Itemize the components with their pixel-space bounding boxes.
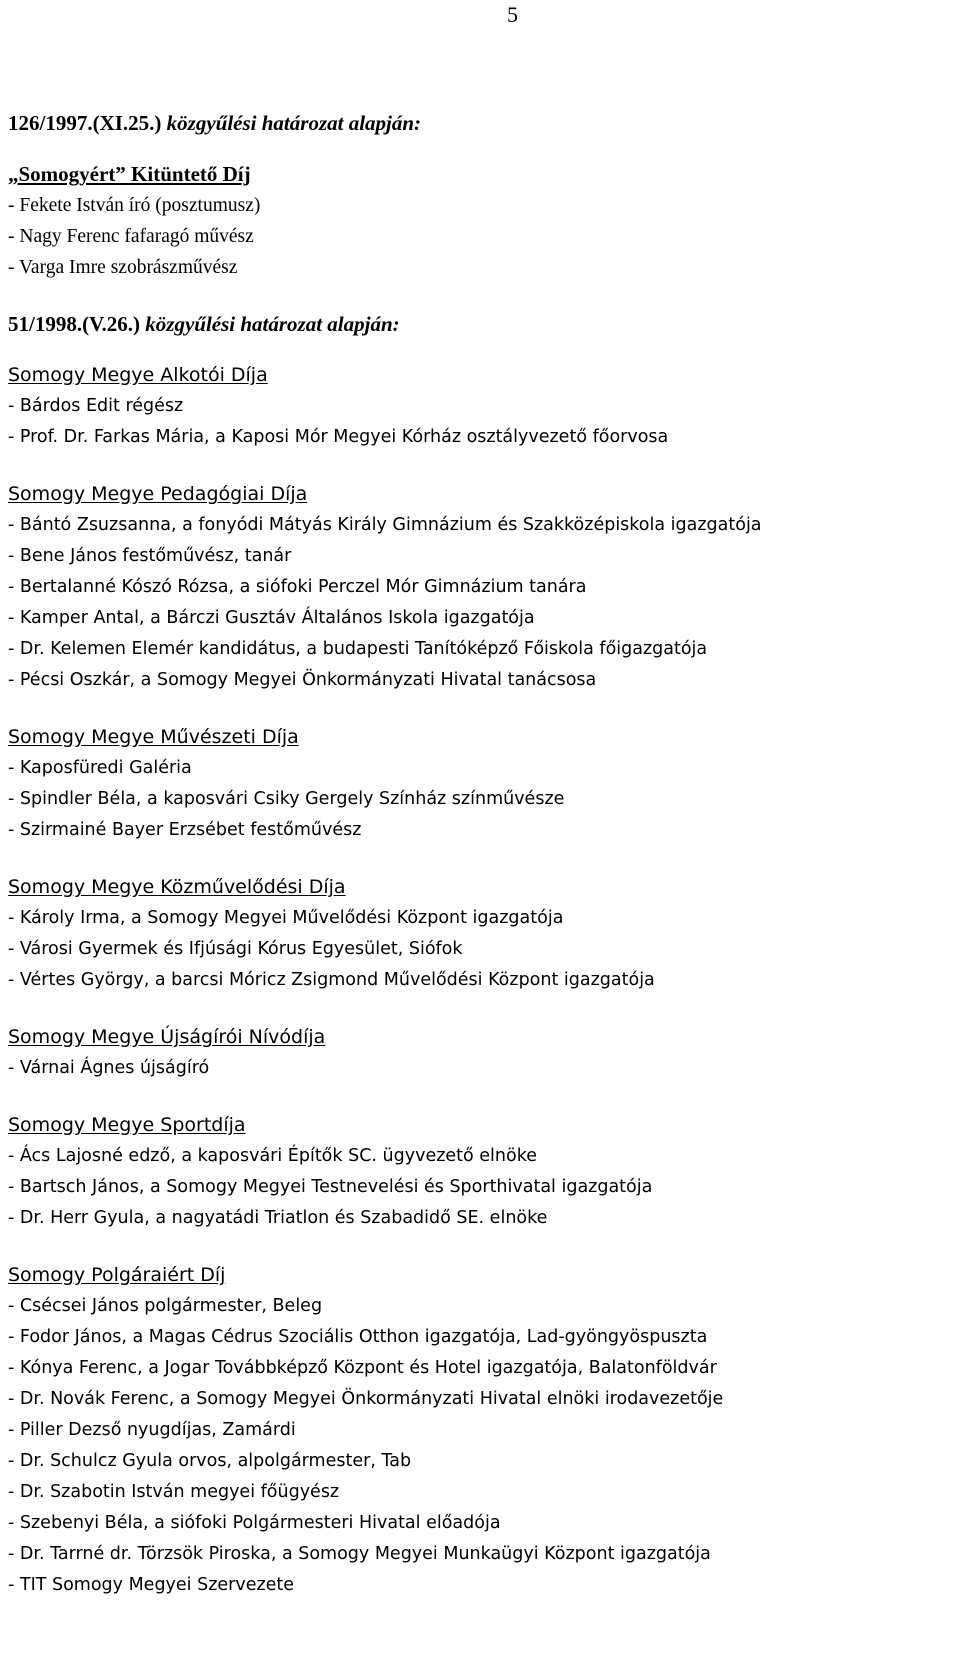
list-item: - Varga Imre szobrászművész xyxy=(8,257,238,278)
award-title: Somogy Megye Sportdíja xyxy=(8,1114,246,1136)
list-item: - Szirmainé Bayer Erzsébet festőművész xyxy=(8,820,362,840)
award-section-polgaraiert xyxy=(8,1260,940,1601)
award-title: Somogy Polgáraiért Díj xyxy=(8,1264,226,1286)
award-section-ujsagiroi xyxy=(8,1022,940,1084)
list-item: - Dr. Schulcz Gyula orvos, alpolgármester, Tab xyxy=(8,1451,412,1471)
resolution-number: 51/1998.(V.26.) xyxy=(8,312,141,336)
list-item: - Városi Gyermek és Ifjúsági Kórus Egyesület, Siófok xyxy=(8,939,463,959)
award-title: Somogy Megye Közművelődési Díja xyxy=(8,876,346,898)
award-title: Somogy Megye Pedagógiai Díja xyxy=(8,483,308,505)
resolution-text: közgyűlési határozat alapján: xyxy=(161,111,422,135)
list-item: - Bárdos Edit régész xyxy=(8,396,184,416)
list-item: - Bertalanné Kószó Rózsa, a siófoki Perczel Mór Gimnázium tanára xyxy=(8,577,587,597)
document-body xyxy=(8,108,940,1601)
list-item: - Bene János festőművész, tanár xyxy=(8,546,292,566)
award-section-alkotoi xyxy=(8,360,940,453)
list-item: - Csécsei János polgármester, Beleg xyxy=(8,1296,323,1316)
list-item: - Kamper Antal, a Bárczi Gusztáv Általános Iskola igazgatója xyxy=(8,608,535,628)
award-title: „Somogyért” Kitüntető Díj xyxy=(8,162,251,186)
award-section-kozmuvelodesi xyxy=(8,872,940,996)
resolution-number: 126/1997.(XI.25.) xyxy=(8,111,162,135)
award-title: Somogy Megye Újságírói Nívódíja xyxy=(8,1026,326,1048)
list-item: - Fodor János, a Magas Cédrus Szociális Otthon igazgatója, Lad-gyöngyöspuszta xyxy=(8,1327,708,1347)
resolution-heading xyxy=(8,108,940,139)
list-item: - Piller Dezső nyugdíjas, Zamárdi xyxy=(8,1420,296,1440)
resolution-heading xyxy=(8,309,940,340)
list-item: - Dr. Kelemen Elemér kandidátus, a budapesti Tanítóképző Főiskola főigazgatója xyxy=(8,639,708,659)
list-item: - Kaposfüredi Galéria xyxy=(8,758,192,778)
page-number: 5 xyxy=(507,2,518,27)
list-item: - Fekete István író (posztumusz) xyxy=(8,195,261,216)
award-section-sportdija xyxy=(8,1110,940,1234)
list-item: - Dr. Tarrné dr. Törzsök Piroska, a Somogy Megyei Munkaügyi Központ igazgatója xyxy=(8,1544,711,1564)
list-item: - Prof. Dr. Farkas Mária, a Kaposi Mór Megyei Kórház osztályvezető főorvosa xyxy=(8,427,669,447)
award-section-pedagogiai xyxy=(8,479,940,696)
list-item: - Várnai Ágnes újságíró xyxy=(8,1058,210,1078)
award-title: Somogy Megye Alkotói Díja xyxy=(8,364,268,386)
list-item: - Károly Irma, a Somogy Megyei Művelődési Központ igazgatója xyxy=(8,908,564,928)
list-item: - Dr. Herr Gyula, a nagyatádi Triatlon és Szabadidő SE. elnöke xyxy=(8,1208,548,1228)
list-item: - Bartsch János, a Somogy Megyei Testnevelési és Sporthivatal igazgatója xyxy=(8,1177,653,1197)
list-item: - Ács Lajosné edző, a kaposvári Építők SC. ügyvezető elnöke xyxy=(8,1146,537,1166)
list-item: - Nagy Ferenc fafaragó művész xyxy=(8,226,254,247)
list-item: - Pécsi Oszkár, a Somogy Megyei Önkormányzati Hivatal tanácsosa xyxy=(8,670,597,690)
list-item: - Spindler Béla, a kaposvári Csiky Gergely Színház színművésze xyxy=(8,789,565,809)
award-section-somogyert xyxy=(8,159,940,283)
award-section-muveszeti xyxy=(8,722,940,846)
list-item: - Szebenyi Béla, a siófoki Polgármesteri Hivatal előadója xyxy=(8,1513,501,1533)
list-item: - Dr. Novák Ferenc, a Somogy Megyei Önkormányzati Hivatal elnöki irodavezetője xyxy=(8,1389,724,1409)
award-title: Somogy Megye Művészeti Díja xyxy=(8,726,299,748)
resolution-text: közgyűlési határozat alapján: xyxy=(140,312,400,336)
list-item: - TIT Somogy Megyei Szervezete xyxy=(8,1575,295,1595)
list-item: - Dr. Szabotin István megyei főügyész xyxy=(8,1482,340,1502)
list-item: - Bántó Zsuzsanna, a fonyódi Mátyás Király Gimnázium és Szakközépiskola igazgatója xyxy=(8,515,762,535)
list-item: - Vértes György, a barcsi Móricz Zsigmond Művelődési Központ igazgatója xyxy=(8,970,655,990)
list-item: - Kónya Ferenc, a Jogar Továbbképző Központ és Hotel igazgatója, Balatonföldvár xyxy=(8,1358,717,1378)
